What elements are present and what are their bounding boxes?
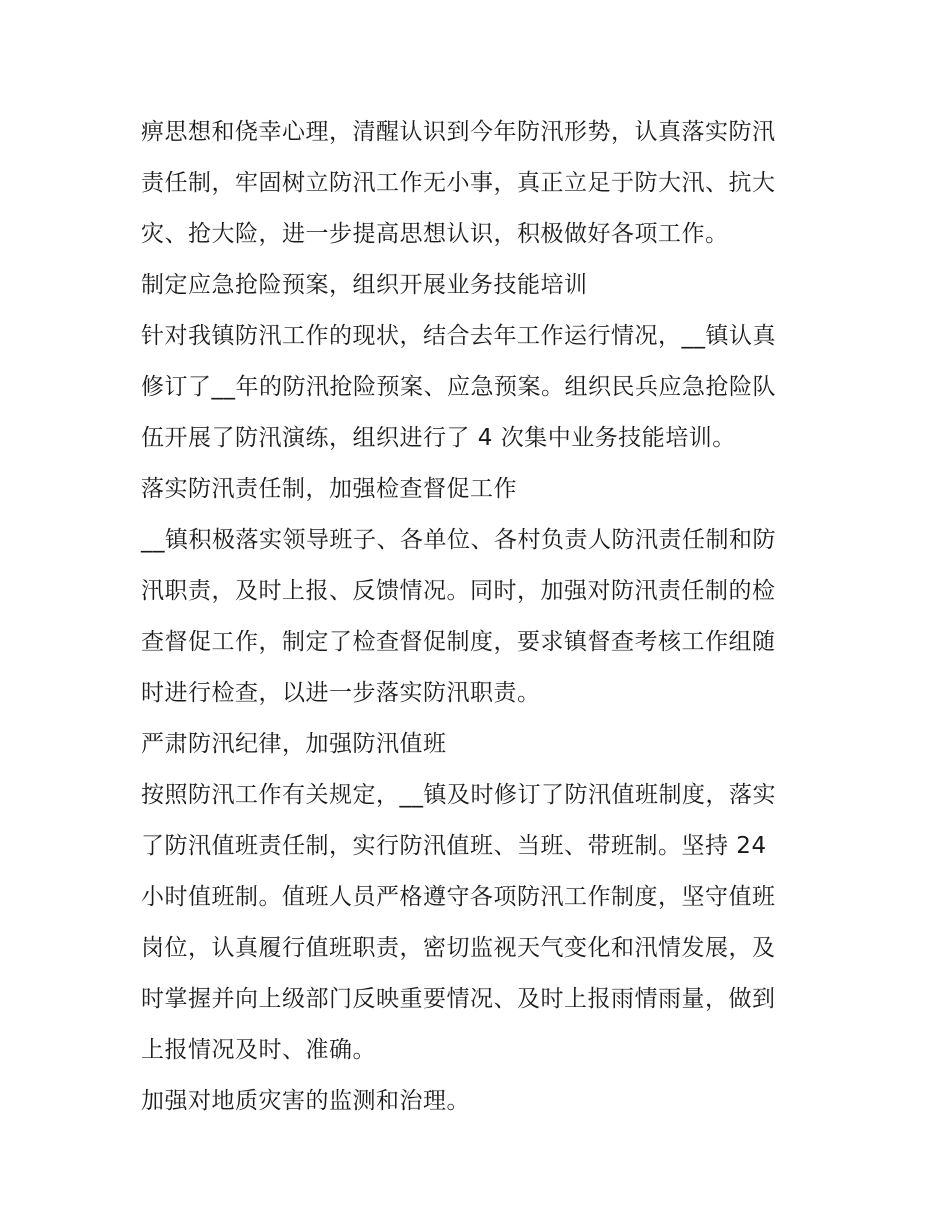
text-line: 汛职责，及时上报、反馈情况。同时，加强对防汛责任制的检 xyxy=(141,578,776,604)
text-line: 按照防汛工作有关规定，__镇及时修订了防汛值班制度，落实 xyxy=(141,782,776,808)
text-line: 时掌握并向上级部门反映重要情况、及时上报雨情雨量，做到 xyxy=(141,986,776,1012)
text-line: 时进行检查，以进一步落实防汛职责。 xyxy=(141,680,541,706)
section-heading: 严肃防汛纪律，加强防汛值班 xyxy=(141,731,447,757)
text-line: 针对我镇防汛工作的现状，结合去年工作运行情况，__镇认真 xyxy=(141,323,776,349)
text-line: 痹思想和侥幸心理，清醒认识到今年防汛形势，认真落实防汛 xyxy=(141,119,776,145)
text-line: 修订了__年的防汛抢险预案、应急预案。组织民兵应急抢险队 xyxy=(141,374,776,400)
section-heading: 落实防汛责任制，加强检查督促工作 xyxy=(141,476,517,502)
text-line: __镇积极落实领导班子、各单位、各村负责人防汛责任制和防 xyxy=(141,527,776,553)
text-line: 上报情况及时、准确。 xyxy=(141,1037,376,1063)
text-line: 岗位，认真履行值班职责，密切监视天气变化和汛情发展，及 xyxy=(141,935,776,961)
text-line: 伍开展了防汛演练，组织进行了 4 次集中业务技能培训。 xyxy=(141,425,736,451)
document-body xyxy=(141,107,821,1127)
text-line: 查督促工作，制定了检查督促制度，要求镇督查考核工作组随 xyxy=(141,629,776,655)
section-heading: 制定应急抢险预案，组织开展业务技能培训 xyxy=(141,272,588,298)
text-line: 灾、抢大险，进一步提高思想认识，积极做好各项工作。 xyxy=(141,221,729,247)
text-line: 小时值班制。值班人员严格遵守各项防汛工作制度，坚守值班 xyxy=(141,884,776,910)
text-line: 了防汛值班责任制，实行防汛值班、当班、带班制。坚持 24 xyxy=(141,833,767,859)
text-line: 责任制，牢固树立防汛工作无小事，真正立足于防大汛、抗大 xyxy=(141,170,776,196)
section-heading: 加强对地质灾害的监测和治理。 xyxy=(141,1088,470,1114)
